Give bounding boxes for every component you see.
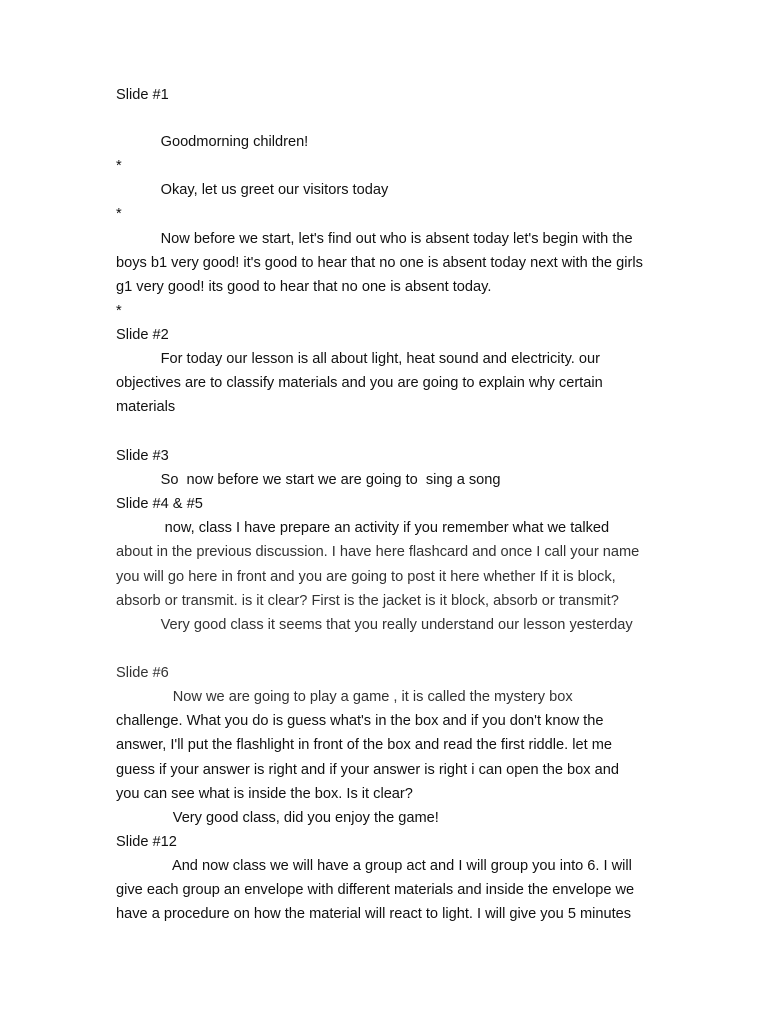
text-line: you will go here in front and you are going to post it here whether If it is block, [116,569,616,585]
text-line: And now class we will have a group act and I will group you into 6. I will [116,858,632,874]
text-line: answer, I'll put the flashlight in front of the box and read the first riddle. let me [116,737,613,753]
text-line: boys b1 very good! it's good to hear that no one is absent today next with the girls [116,255,643,271]
text-line: Goodmorning children! [116,134,309,150]
text-line: For today our lesson is all about light, heat sound and electricity. our [116,351,601,367]
text-line: materials [116,399,176,415]
text-line: have a procedure on how the material will react to light. I will give you 5 minutes [116,906,632,922]
heading-slide-4-5: Slide #4 & #5 [116,496,203,512]
text-line: Very good class, did you enjoy the game! [116,810,439,826]
text-line: you can see what is inside the box. Is it clear? [116,786,413,802]
text-line: objectives are to classify materials and you are going to explain why certain [116,375,603,391]
heading-slide-2: Slide #2 [116,327,169,343]
text-line: give each group an envelope with different materials and inside the envelope we [116,882,635,898]
heading-slide-3: Slide #3 [116,448,169,464]
text-line: Now before we start, let's find out who is absent today let's begin with the [116,231,633,247]
heading-slide-1: Slide #1 [116,87,169,103]
text-line: now, class I have prepare an activity if you remember what we talked [116,520,610,536]
bullet-marker: * [116,303,122,319]
text-line: Very good class it seems that you really understand our lesson yesterday [116,617,633,633]
bullet-marker: * [116,206,122,222]
bullet-marker: * [116,158,122,174]
heading-slide-12: Slide #12 [116,834,177,850]
text-line: So now before we start we are going to sing a song [116,472,501,488]
text-line: absorb or transmit. is it clear? First is the jacket is it block, absorb or transmit? [116,593,619,609]
text-line: guess if your answer is right and if your answer is right i can open the box and [116,762,619,778]
text-line: Now we are going to play a game , it is called the mystery box [116,689,573,705]
text-line: about in the previous discussion. I have here flashcard and once I call your name [116,544,640,560]
text-line: challenge. What you do is guess what's in the box and if you don't know the [116,713,604,729]
heading-slide-6: Slide #6 [116,665,169,681]
text-line: g1 very good! its good to hear that no one is absent today. [116,279,492,295]
text-line: Okay, let us greet our visitors today [116,182,389,198]
